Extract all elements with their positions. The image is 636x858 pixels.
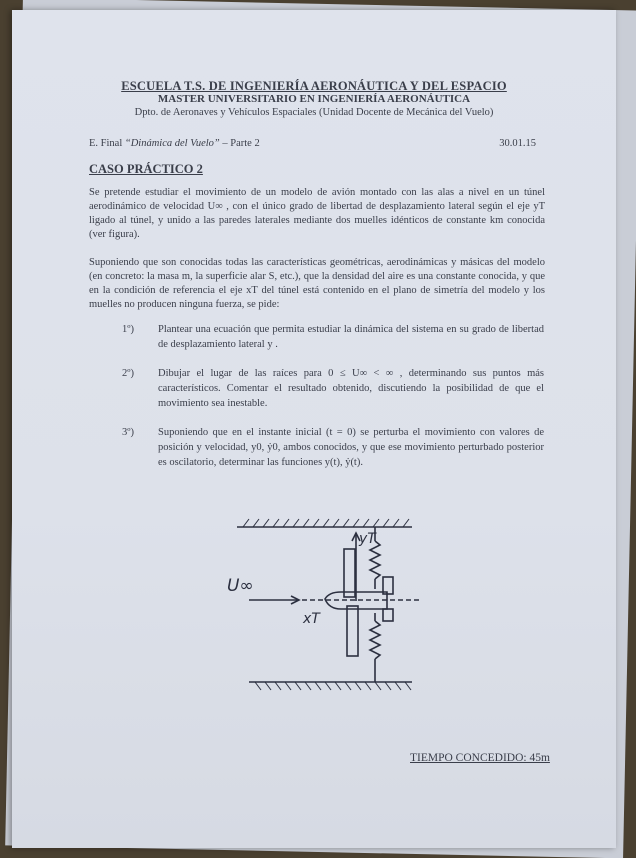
exam-date: 30.01.15	[499, 138, 536, 149]
course-name: “Dinámica del Vuelo”	[124, 138, 220, 149]
case-title: CASO PRÁCTICO 2	[89, 162, 203, 176]
time-allowed: TIEMPO CONCEDIDO: 45m	[410, 752, 550, 764]
exam-sheet	[12, 10, 616, 848]
top-wall-hatching	[243, 519, 409, 527]
velocity-label: U∞	[227, 576, 254, 596]
school-name: ESCUELA T.S. DE INGENIERÍA AERONÁUTICA Y DEL ESPACIO	[121, 79, 507, 93]
x-axis-label: xT	[303, 611, 320, 627]
question-number: 2º)	[122, 368, 135, 379]
wind-tunnel-figure	[207, 505, 437, 700]
lower-wing	[347, 606, 358, 656]
exam-info-line	[89, 138, 536, 149]
exam-part: – Parte 2	[219, 138, 260, 149]
exam-prefix: E. Final	[89, 138, 125, 149]
y-axis-label: yT	[359, 531, 376, 547]
lower-tail	[383, 609, 393, 621]
exam-header	[12, 80, 616, 119]
question-text: Plantear una ecuación que permita estudiar la dinámica del sistema en su grado de libertad de desplazamiento lateral y .	[158, 324, 544, 350]
question-text: Dibujar el lugar de las raíces para 0 ≤ U∞ < ∞ , determinando sus puntos más característicos. Comentar el resultado obtenido, discutiendo la posibilidad de que el movimiento sea inestable.	[158, 368, 544, 409]
upper-wing	[344, 549, 355, 597]
question-number: 3º)	[122, 427, 135, 438]
department-name: Dpto. de Aeronaves y Vehículos Espaciales (Unidad Docente de Mecánica del Vuelo)	[134, 107, 494, 118]
lower-spring	[370, 621, 380, 659]
bottom-wall-hatching	[255, 682, 411, 690]
question-number: 1º)	[122, 324, 135, 335]
assumptions-paragraph: Suponiendo que son conocidas todas las características geométricas, aerodinámicas y másicas del modelo (en concreto: la masa m, la superficie alar S, etc.), que la densidad del aire es una constante conocida, y que en la condición de referencia el eje xT del túnel está contenido en el plano de simetría del modelo y los muelles no producen ninguna fuerza, se pide:	[89, 257, 545, 310]
question-text: Suponiendo que en el instante inicial (t = 0) se perturba el movimiento con valores de posición y velocidad, y0, ẏ0, ambos conocidos, y que ese movimiento perturbado posterior es oscilatorio, determinar las funciones y(t), ẏ(t).	[158, 427, 544, 468]
problem-statement: Se pretende estudiar el movimiento de un modelo de avión montado con las alas a nivel en un túnel aerodinámico de velocidad U∞ , con el único grado de libertad de desplazamiento lateral según el eje yT ligado al túnel, y unido a las paredes laterales mediante dos muelles idénticos de constante km conocida (ver figura).	[89, 187, 545, 240]
master-name: MASTER UNIVERSITARIO EN INGENIERÍA AERONÁUTICA	[157, 93, 471, 105]
